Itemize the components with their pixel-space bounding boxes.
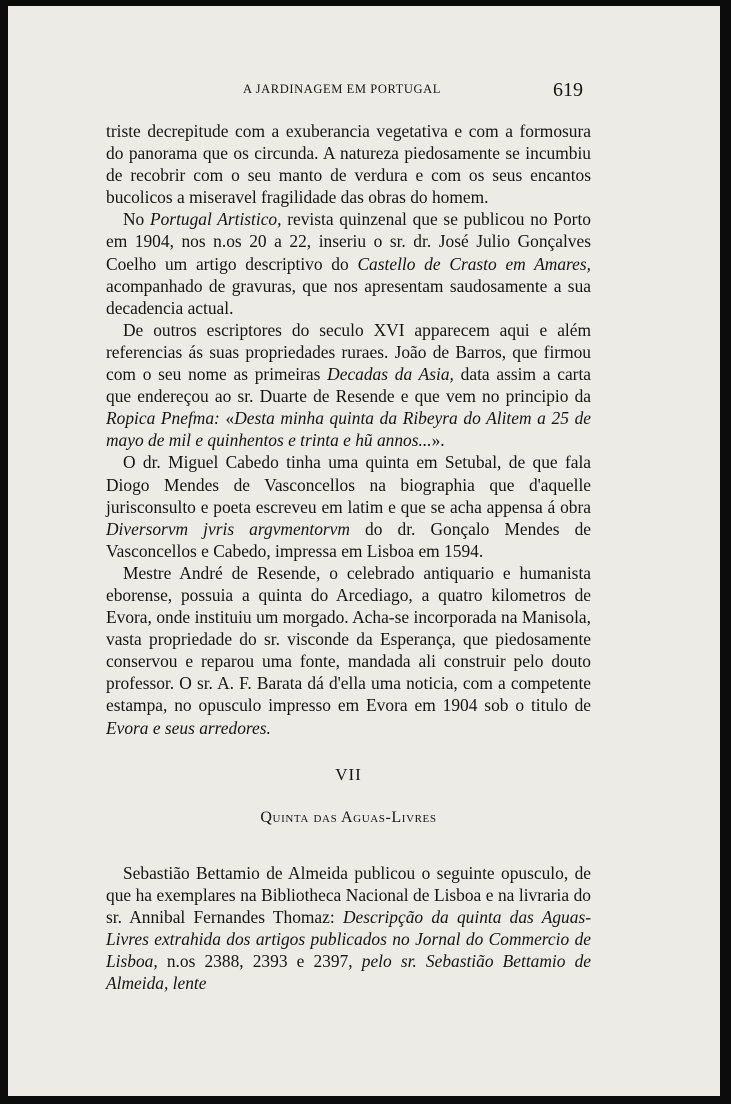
text-run: No <box>123 209 150 230</box>
page-number: 619 <box>553 79 583 101</box>
text-run: revista quinzenal que se publicou no Porto em 1904, nos n.os 20 a 22, inseriu o sr. dr. José Julio Gonçalves Coelho um artigo descriptivo do <box>106 209 592 274</box>
final-paragraph <box>106 862 591 995</box>
text-run: De outros escriptores do seculo XVI apparecem aqui e além referencias ás suas propriedades ruraes. João de Barros, que firmou com o seu nome as primeiras <box>106 319 591 385</box>
text-run: O dr. Miguel Cabedo tinha uma quinta em Setubal, de que fala Diogo Mendes de Vasconcellos na biographia que d'aquelle jurisconsulto e poeta escreveu em latim e que se acha appensa á obra <box>106 452 591 517</box>
text-run: « <box>219 408 235 429</box>
page-header <box>8 79 720 105</box>
text-run: triste decrepitude com a exuberancia vegetativa e com a formosura do panorama que os circunda. A natureza piedosamente se incumbiu de recobrir com o seu manto de verdura e com os seus encantos bucolicos a miseravel fragilidade das obras do homem. <box>106 121 591 208</box>
italic-text: pelo sr. Sebastião Bettamio de Almeida, lente <box>106 951 591 994</box>
text-run: do dr. Gonçalo Mendes de Vasconcellos e Cabedo, impressa em Lisboa em 1594. <box>106 518 592 561</box>
text-run: Sebastião Bettamio de Almeida publicou o seguinte opusculo, de que ha exemplares na Bibliotheca Nacional de Lisboa e na livraria do sr. Annibal Fernandes Thomaz: <box>106 862 591 927</box>
section-number: VII <box>335 764 362 784</box>
body-text <box>106 120 591 994</box>
italic-text: Diversorvm jvris argvmentorvm <box>106 518 350 539</box>
section-title: Quinta das Aguas-Livres <box>260 808 437 826</box>
italic-text: Evora e seus arredores. <box>106 717 271 738</box>
text-run: acompanhado de gravuras, que nos apresentam saudosamente a sua decadencia actual. <box>106 275 591 318</box>
paragraph <box>106 208 591 318</box>
paragraph <box>106 319 591 452</box>
text-run: ». <box>431 430 445 451</box>
italic-text: Desta minha quinta da Ribeyra do Alitem a 25 de mayo de mil e quinhentos e trinta e hũ annos... <box>106 408 591 451</box>
paragraph <box>106 120 591 208</box>
text-run: n.os 2388, 2393 e 2397, <box>157 951 362 972</box>
book-page <box>8 6 720 1096</box>
italic-text: Decadas da Asia, <box>327 364 454 385</box>
italic-text: Ropica Pnefma: <box>106 408 220 429</box>
text-run: Mestre André de Resende, o celebrado antiquario e humanista eborense, possuia a quinta do Arcediago, a quatro kilometros de Evora, onde instituiu um morgado. Acha-se incorporada na Manisola, vasta propriedade do sr. visconde da Esperança, que piedosamente conservou e reparou uma fonte, mandada ali construir pelo douto professor. O sr. A. F. Barata dá d'ella uma noticia, com a competente estampa, no opusculo impresso em Evora em 1904 sob o titulo de <box>106 562 591 716</box>
italic-text: Descripção da quinta das Aguas-Livres extrahida dos artigos publicados no Jornal do Commercio de Lisboa, <box>106 906 591 972</box>
paragraph <box>106 562 591 739</box>
italic-text: Portugal Artistico, <box>149 209 282 230</box>
paragraph <box>106 451 591 561</box>
italic-text: Castello de Crasto em Amares, <box>357 253 591 274</box>
running-title: A JARDINAGEM EM PORTUGAL <box>243 82 442 96</box>
text-run: data assim a carta que endereçou ao sr. Duarte de Resende e que vem no principio da <box>106 364 592 407</box>
